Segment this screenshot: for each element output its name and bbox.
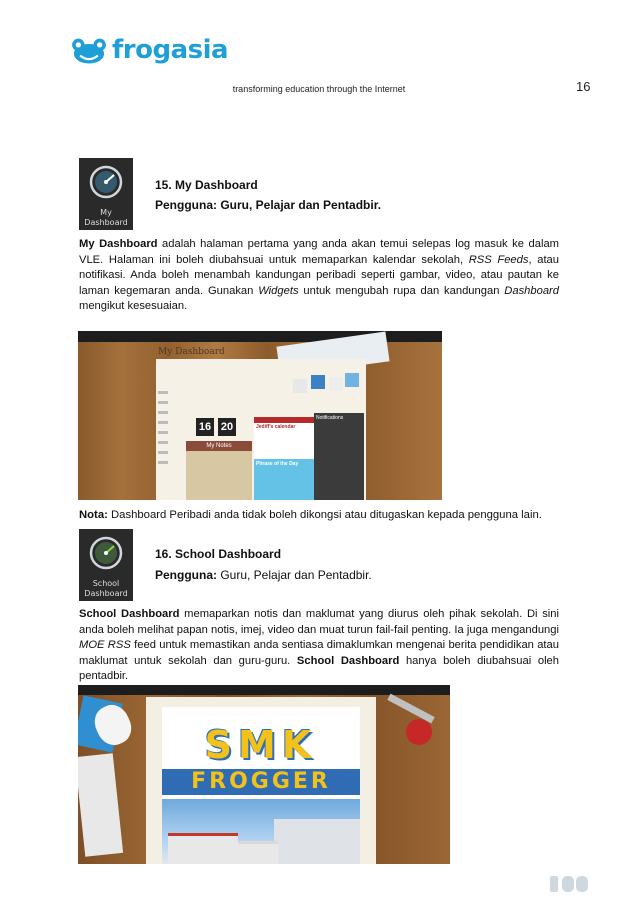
icon-label-line2: Dashboard <box>84 589 128 598</box>
icon-label-line1: School <box>92 579 120 588</box>
app-tile-icon <box>311 375 325 389</box>
notifications-title: Notifications <box>316 415 344 421</box>
para-text: mengikut kesesuaian. <box>79 300 188 313</box>
screenshot-heading: My Dashboard <box>158 347 225 357</box>
icon-label-line1: My <box>100 208 112 217</box>
notifications-panel <box>314 413 364 500</box>
screenshot-topbar <box>78 685 450 695</box>
app-tile-icon <box>345 373 359 387</box>
calendar-title: Jediff's calendar <box>256 424 296 430</box>
para-text: , atau notifikasi. Anda boleh menambah kandungan peribadi seperti gambar, video, atau pautan ke laman kegemaran anda. Gunakan <box>79 253 559 297</box>
users-line: Pengguna: Guru, Pelajar dan Pentadbir. <box>155 198 382 212</box>
para-text: untuk mengubah rupa dan kandungan <box>298 284 505 297</box>
speedometer-icon <box>79 162 133 202</box>
notes-title: My Notes <box>186 441 252 451</box>
binder-ring <box>158 421 168 424</box>
users-line <box>155 568 372 582</box>
note-label: Nota: <box>79 509 108 521</box>
frogasia-logo-icon <box>68 36 110 68</box>
users-label: Pengguna: <box>155 568 217 582</box>
header-tagline: transforming education through the Internet <box>232 84 406 94</box>
school-building <box>238 841 278 864</box>
note-line <box>79 509 579 521</box>
binder-ring <box>158 461 168 464</box>
pushpin-head <box>406 719 432 745</box>
my-dashboard-screenshot <box>78 331 442 500</box>
date-tile: 20 <box>218 418 236 436</box>
term-italic: Dashboard <box>504 284 559 297</box>
binder-ring <box>158 401 168 404</box>
school-dashboard-screenshot <box>78 685 450 864</box>
school-building <box>274 819 360 864</box>
term-bold: School Dashboard <box>79 608 180 620</box>
para-text: memaparkan notis dan maklumat yang diurus oleh pihak sekolah. Di sini anda boleh melihat papan notis, imej, video dan muat turun fail-fail penting. Ia juga mengandungi <box>79 608 560 636</box>
users-value: Guru, Pelajar dan Pentadbir. <box>217 568 372 582</box>
section-title: 15. My Dashboard <box>155 178 258 192</box>
binder-ring <box>158 391 168 394</box>
term-bold: My Dashboard <box>79 238 158 250</box>
term-italic: RSS Feeds <box>468 253 529 266</box>
para-text: feed untuk memastikan anda sentiasa dimaklumkan mengenai berita pendidikan atau maklumat untuk sekolah dan guru-guru. <box>79 639 559 667</box>
term-bold: School Dashboard <box>296 654 400 667</box>
term-italic: Widgets <box>258 284 299 297</box>
section-paragraph <box>79 237 559 315</box>
page-number: 16 <box>576 79 591 94</box>
keyboard-graphic <box>78 753 123 856</box>
pushpin-graphic <box>387 694 434 724</box>
school-building <box>168 833 238 864</box>
my-dashboard-app-icon <box>79 158 133 230</box>
footer-watermark-icon <box>548 872 590 894</box>
binder-ring <box>158 441 168 444</box>
binder-ring <box>158 411 168 414</box>
section-title: 16. School Dashboard <box>155 547 282 561</box>
binder-ring <box>158 451 168 454</box>
app-tile-icon <box>293 379 307 393</box>
phrase-title: Phrase of the Day <box>256 461 299 467</box>
section-paragraph <box>79 607 559 685</box>
note-text: Dashboard Peribadi anda tidak boleh dikongsi atau ditugaskan kepada pengguna lain. <box>107 509 542 521</box>
icon-label-line2: Dashboard <box>84 218 128 227</box>
para-text: adalah halaman pertama yang anda akan temui selepas log masuk ke dalam VLE. Halaman ini boleh diubahsuai untuk memaparkan kalendar sekolah, <box>79 238 559 266</box>
para-text: hanya boleh diubahsuai oleh pentadbir. <box>79 654 559 683</box>
app-tile-icon <box>329 377 343 391</box>
banner-line2: FROGGER <box>162 769 360 795</box>
banner-line1: SMK <box>204 723 318 767</box>
term-italic: MOE RSS <box>79 639 131 652</box>
binder-ring <box>158 431 168 434</box>
speedometer-icon <box>79 533 133 573</box>
school-dashboard-app-icon <box>79 529 133 601</box>
brand-name: frogasia <box>112 35 229 65</box>
screenshot-topbar <box>78 331 442 342</box>
date-tile: 16 <box>196 418 214 436</box>
